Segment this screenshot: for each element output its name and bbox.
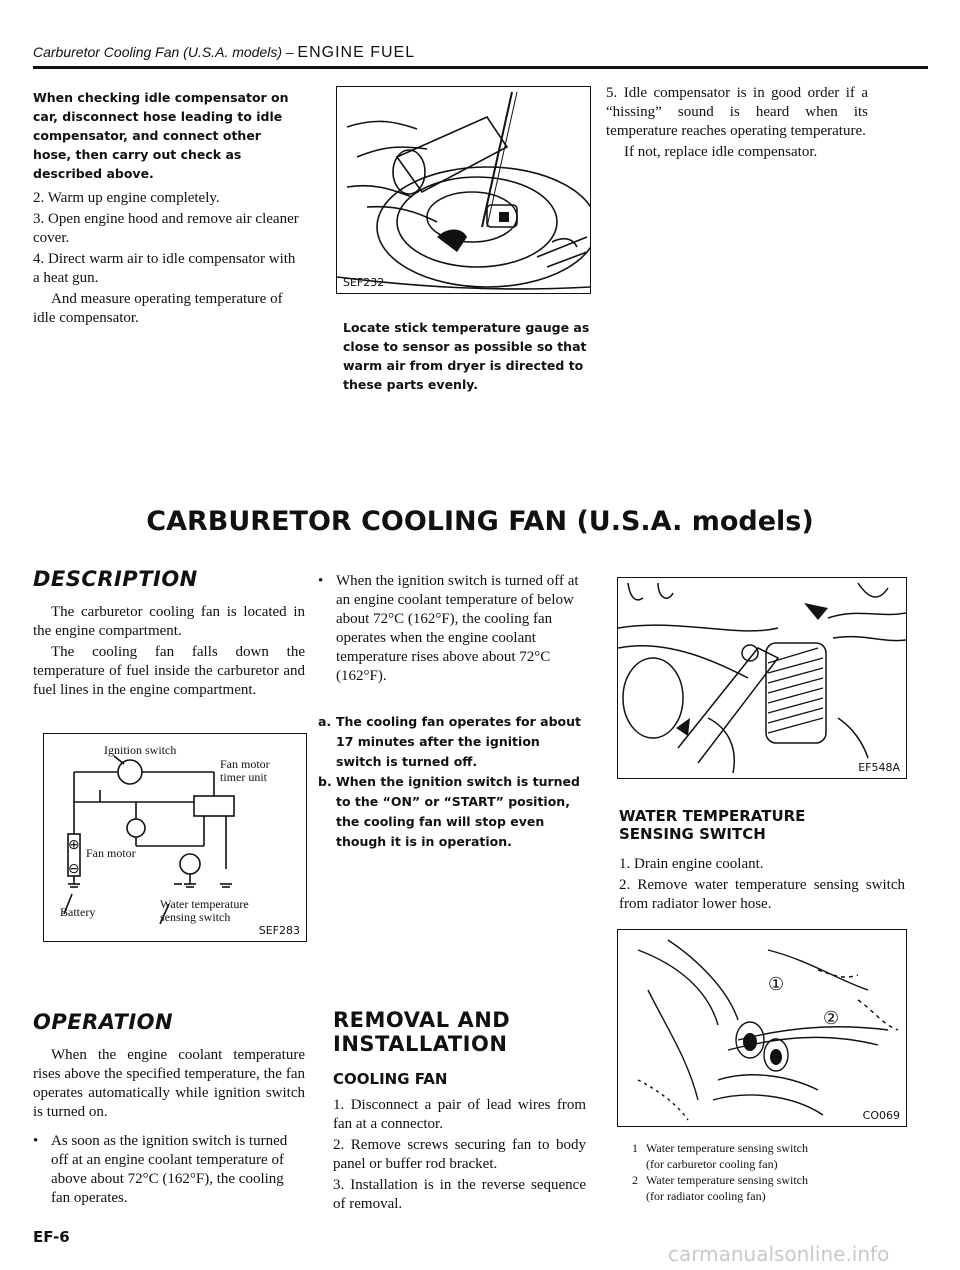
- removal-heading-2: INSTALLATION: [333, 1032, 508, 1056]
- removal-step-1: 1. Disconnect a pair of lead wires from fan at a connector.: [333, 1097, 586, 1132]
- water-temp-step-2: 2. Remove water temperature sensing switch from radiator lower hose.: [619, 877, 905, 912]
- marker-1: ①: [768, 974, 785, 994]
- battery-label: Battery: [60, 905, 96, 919]
- note-a-text: The cooling fan operates for about 17 minutes after the ignition switch is turned off.: [336, 714, 581, 769]
- header-chapter-label: ENGINE FUEL: [297, 44, 416, 61]
- description-heading: DESCRIPTION: [33, 567, 198, 591]
- operation-heading: OPERATION: [33, 1010, 174, 1034]
- description-p1: The carburetor cooling fan is located in the engine compartment.: [33, 604, 305, 639]
- removal-step-3: 3. Installation is in the reverse sequence of removal.: [333, 1177, 586, 1212]
- step-3: 3. Open engine hood and remove air cleaner cover.: [33, 211, 299, 246]
- section-title: CARBURETOR COOLING FAN (U.S.A. models): [146, 506, 814, 537]
- step-4-sub: And measure operating temperature of idle compensator.: [33, 291, 283, 326]
- cooling-fan-illustration: [618, 578, 906, 778]
- heat-gun-caption-text: Locate stick temperature gauge as close to sensor as possible so that warm air from dryer is directed to these parts evenly.: [343, 320, 590, 392]
- cooling-fan-subheading: COOLING FAN: [333, 1070, 448, 1088]
- page-number: EF-6: [33, 1228, 70, 1246]
- bullet-dot: •: [33, 1133, 39, 1149]
- operation-p1: When the engine coolant temperature rises above the specified temperature, the fan operates automatically while ignition switch is turned on.: [33, 1047, 305, 1120]
- figure-code-sef283: SEF283: [258, 924, 300, 937]
- svg-text:⊕: ⊕: [68, 836, 80, 852]
- note-a-marker: a.: [318, 714, 332, 729]
- step-5: 5. Idle compensator is in good order if a “hissing” sound is heard when its temperature reaches operating temperature.: [606, 85, 868, 139]
- top-column-1: [33, 88, 303, 330]
- water-temp-label-1: Water temperature: [160, 897, 249, 911]
- sensing-switch-illustration: [618, 930, 906, 1126]
- note-b: [318, 772, 586, 852]
- caption-2: [632, 1172, 902, 1188]
- ignition-switch-label: Ignition switch: [104, 743, 177, 757]
- idle-compensator-note: When checking idle compensator on car, disconnect hose leading to idle compensator, and connect other hose, then carry out check as described above.: [33, 90, 289, 181]
- wiring-diagram-figure: [43, 733, 307, 942]
- page-header: [33, 44, 415, 62]
- water-temp-heading-2: SENSING SWITCH: [619, 825, 766, 843]
- header-section-label: Carburetor Cooling Fan (U.S.A. models) –: [33, 44, 294, 60]
- step-2: 2. Warm up engine completely.: [33, 190, 220, 206]
- top-column-3: [606, 84, 868, 164]
- caption-2-line-1: Water temperature sensing switch: [646, 1173, 808, 1187]
- marker-2: ②: [823, 1008, 840, 1028]
- caption-1-line-2: (for carburetor cooling fan): [646, 1157, 778, 1171]
- heat-gun-caption: [343, 318, 593, 394]
- description-p2: The cooling fan falls down the temperature of fuel inside the carburetor and fuel lines in the engine compartment.: [33, 644, 305, 698]
- figure-code-ef548a: EF548A: [858, 761, 900, 774]
- water-temp-section: [619, 807, 905, 916]
- caption-1-number: 1: [632, 1141, 638, 1155]
- fan-motor-timer-label-1: Fan motor: [220, 757, 270, 771]
- sensing-switch-figure: [617, 929, 907, 1127]
- water-temp-label-2: sensing switch: [160, 910, 231, 924]
- operation-bullet-2-text: When the ignition switch is turned off at an engine coolant temperature of below about 72°C (162°F), the cooling fan operates when the engine coolant temperature rises above about 72°C (162°F).: [336, 573, 579, 684]
- heat-gun-figure: [336, 86, 591, 294]
- middle-column: [318, 572, 586, 852]
- bullet-dot: •: [318, 573, 324, 589]
- operation-section: [33, 1010, 305, 1208]
- svg-text:⊖: ⊖: [68, 860, 80, 876]
- heat-gun-illustration: [337, 87, 590, 293]
- water-temp-heading-1: WATER TEMPERATURE: [619, 807, 806, 825]
- step-4: 4. Direct warm air to idle compensator with a heat gun.: [33, 251, 296, 286]
- header-rule: [33, 66, 928, 69]
- switch-captions: [632, 1140, 902, 1204]
- step-5-sub: If not, replace idle compensator.: [624, 144, 818, 160]
- operation-bullet-2: [318, 572, 586, 686]
- caption-1: [632, 1140, 902, 1156]
- operation-bullet-1-text: As soon as the ignition switch is turned off at an engine coolant temperature of above about 72°C (162°F), the cooling fan operates.: [51, 1133, 288, 1206]
- caption-2-number: 2: [632, 1173, 638, 1187]
- figure-code-co069: CO069: [862, 1109, 900, 1122]
- caption-2-line-2: (for radiator cooling fan): [646, 1189, 766, 1203]
- watermark: carmanualsonline.info: [668, 1242, 890, 1266]
- removal-section: [333, 1008, 586, 1216]
- removal-heading-1: REMOVAL AND: [333, 1008, 511, 1032]
- fan-motor-timer-label-2: timer unit: [220, 770, 267, 784]
- cooling-fan-figure: [617, 577, 907, 779]
- note-a: [318, 712, 586, 772]
- caption-1-line-1: Water temperature sensing switch: [646, 1141, 808, 1155]
- description-section: [33, 567, 305, 702]
- fan-motor-label: Fan motor: [86, 846, 136, 860]
- note-b-text: When the ignition switch is turned to the “ON” or “START” position, the cooling fan will stop even though it is in operation.: [336, 774, 580, 849]
- removal-step-2: 2. Remove screws securing fan to body panel or buffer rod bracket.: [333, 1137, 586, 1172]
- operation-bullet-1: [33, 1132, 305, 1208]
- figure-code-sef232: SEF232: [343, 276, 385, 289]
- note-b-marker: b.: [318, 774, 332, 789]
- water-temp-step-1: 1. Drain engine coolant.: [619, 856, 764, 872]
